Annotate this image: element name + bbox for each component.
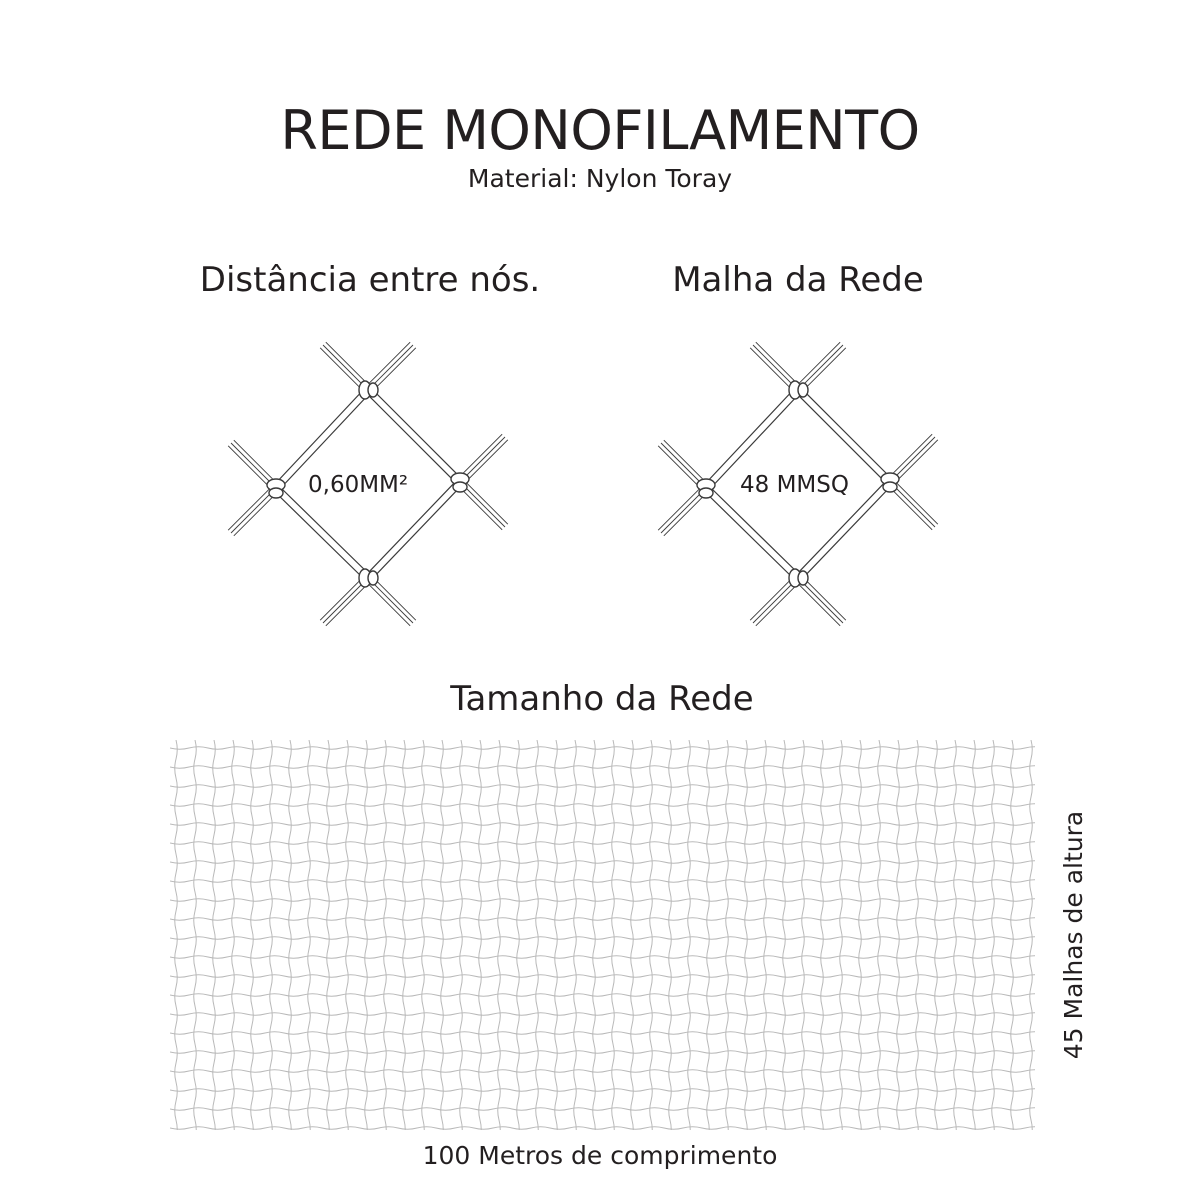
net-size-heading: Tamanho da Rede xyxy=(450,679,754,719)
knot-icon xyxy=(789,569,808,587)
material-subtitle: Material: Nylon Toray xyxy=(467,164,733,193)
page-title: REDE MONOFILAMENTO xyxy=(280,99,920,162)
net-illustration xyxy=(170,740,1035,1130)
knot-distance-value: 0,60MM² xyxy=(308,472,409,498)
net-height-label: 45 Malhas de altura xyxy=(1059,810,1088,1060)
knot-icon xyxy=(789,381,808,399)
knot-icon xyxy=(359,569,378,587)
knot-distance-heading: Distância entre nós. xyxy=(199,260,541,300)
knot-icon xyxy=(881,473,899,492)
net-grid xyxy=(170,740,1035,1130)
knot-icon xyxy=(451,473,469,492)
mesh-value: 48 MMSQ xyxy=(740,472,849,498)
net-length-label: 100 Metros de comprimento xyxy=(422,1141,778,1170)
knot-icon xyxy=(697,479,715,498)
mesh-heading: Malha da Rede xyxy=(672,260,924,300)
knot-icon xyxy=(267,479,285,498)
knot-icon xyxy=(359,381,378,399)
